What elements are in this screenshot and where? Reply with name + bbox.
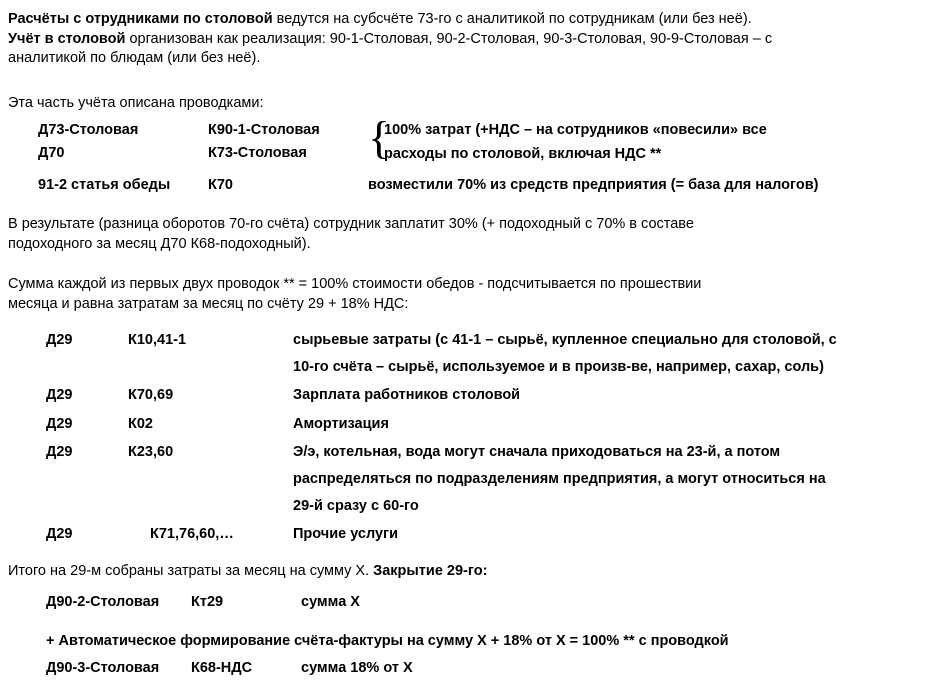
entry-debit: Д29 [46, 526, 73, 543]
posting-debit: Д73-Столовая [38, 122, 139, 139]
brace-text-line-2: расходы по столовой, включая НДС ** [384, 145, 662, 162]
section3-heading-block [8, 275, 918, 314]
entry-row [8, 331, 918, 377]
entry-description [293, 443, 918, 516]
posting-credit: К90-1-Столовая [208, 122, 320, 139]
brace-description [384, 121, 918, 168]
section2-line-1: В результате (разница оборотов 70-го счёта) сотрудник заплатит 30% (+ подоходный с 70% в составе [8, 215, 694, 232]
entry-debit: Д29 [46, 332, 73, 349]
posting-debit: 91-2 статья обеды [38, 177, 171, 194]
intro-line-2-bold: Учёт в столовой [8, 30, 126, 47]
posting-credit: К73-Столовая [208, 144, 307, 161]
spacer-before-postings [8, 113, 918, 121]
spacer-before-row3 [8, 168, 918, 176]
entry-description-line: Амортизация [293, 415, 389, 432]
postings-brace-group [8, 112, 918, 168]
spacer-after-section2 [8, 263, 918, 275]
entry-description-line: 10-го счёта – сырьё, используемое и в произв-ве, например, сахар, соль) [293, 358, 824, 375]
intro-line-1-rest: ведутся на субсчёте 73-го с аналитикой по сотрудникам (или без неё). [272, 11, 752, 27]
entry-row [8, 386, 918, 406]
invoice-note: + Автоматическое формирование счёта-фактуры на сумму Х + 18% от Х = 100% ** с проводкой [46, 632, 729, 649]
entry-description-line: Э/э, котельная, вода могут сначала приходоваться на 23-й, а потом [293, 444, 781, 461]
entry-credit: К23,60 [128, 444, 174, 461]
total-closing-bold: Закрытие 29-го: [373, 562, 488, 579]
section2-line-2: подоходного за месяц Д70 К68-подоходный). [8, 235, 311, 252]
entry-description-line: распределяться по подразделениям предприятия, а могут относиться на [293, 471, 826, 487]
entry-description [293, 525, 918, 545]
intro-line-2 [8, 30, 918, 50]
spacer-after-intro [8, 78, 918, 94]
entry-credit: К02 [128, 415, 153, 432]
entry-description-line: Прочие услуги [293, 526, 399, 543]
posting-row [8, 144, 368, 164]
curly-brace-icon: { [368, 112, 391, 164]
section3-line-2: месяца и равна затратам за месяц по счёту 29 + 18% НДС: [8, 295, 409, 312]
total-text: Итого на 29-м собраны затраты за месяц на сумму Х. [8, 562, 370, 579]
entry-credit: К70,69 [128, 387, 174, 404]
closing-debit: Д90-2-Столовая [46, 594, 160, 611]
intro-line-1-bold: Расчёты с отрудниками по столовой [8, 11, 273, 27]
spacer-before-entries [8, 323, 918, 331]
entry-description [293, 386, 918, 406]
spacer-before-total [8, 554, 918, 562]
spacer-after-section1 [8, 199, 918, 215]
spacer-before-final-rows [8, 581, 918, 593]
intro-line-3: аналитикой по блюдам (или без неё). [8, 50, 261, 67]
vat-credit: К68-НДС [191, 660, 253, 677]
spacer-before-note [8, 620, 918, 632]
brace-text-line-1: 100% затрат (+НДС – на сотрудников «повесили» все [384, 122, 767, 139]
entry-row [8, 525, 918, 545]
entry-debit: Д29 [46, 415, 73, 432]
entry-debit: Д29 [46, 387, 73, 404]
postings-left-column [8, 121, 368, 168]
section1-heading: Эта часть учёта описана проводками: [8, 94, 264, 111]
entry-description-line: сырьевые затраты (с 41-1 – сырьё, купленное специально для столовой, с [293, 332, 837, 349]
vat-row [8, 659, 918, 679]
vat-amount: сумма 18% от Х [301, 660, 413, 677]
intro-block [8, 10, 918, 69]
entry-row [8, 443, 918, 516]
vat-debit: Д90-3-Столовая [46, 660, 160, 677]
closing-credit: Кт29 [191, 594, 224, 611]
posting-description: возместили 70% из средств предприятия (= база для налогов) [368, 177, 819, 194]
entry-debit: Д29 [46, 444, 73, 461]
posting-row [8, 121, 368, 141]
posting-row-compensation [8, 176, 918, 196]
section2-block [8, 215, 918, 254]
entry-description [293, 415, 918, 435]
entry-credit: К71,76,60,… [150, 526, 234, 543]
intro-line-2-rest: организован как реализация: 90-1-Столовая, 90-2-Столовая, 90-3-Столовая, 90-9-Столовая – с [125, 30, 773, 47]
entry-credit: К10,41-1 [128, 332, 187, 349]
total-line [8, 562, 918, 582]
section3-line-1: Сумма каждой из первых двух проводок ** = 100% стоимости обедов - подсчитывается по прошествии [8, 276, 702, 293]
entry-description [293, 331, 918, 377]
entry-description-line: Зарплата работников столовой [293, 387, 521, 404]
intro-line-1 [8, 10, 918, 30]
entry-description-line: 29-й сразу с 60-го [293, 497, 419, 514]
closing-amount: сумма Х [301, 594, 360, 611]
entry-row [8, 415, 918, 435]
posting-debit: Д70 [38, 144, 65, 161]
posting-credit: К70 [208, 177, 233, 194]
closing-row [8, 593, 918, 613]
